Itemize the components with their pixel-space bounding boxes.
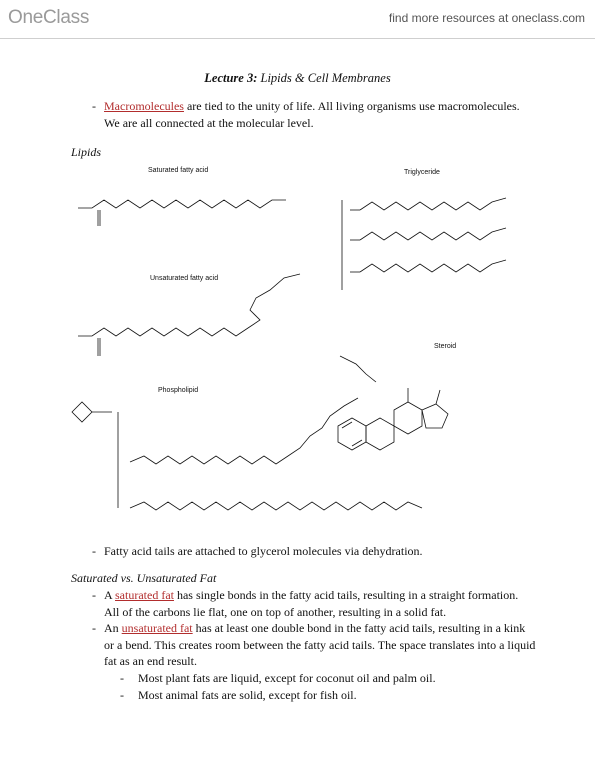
bullet-dash: - [120, 688, 124, 702]
bullet-dash: - [92, 99, 96, 113]
lipid-structures-figure [60, 160, 530, 530]
lipids-heading: Lipids [71, 145, 102, 159]
top-bar [0, 0, 595, 39]
sat-article: A [104, 588, 116, 602]
saturated-paragraph [104, 587, 584, 620]
label-triglyceride: Triglyceride [404, 169, 440, 176]
unsat-line2: or a bend. This creates room between the fatty acid tails. The space translates into a liquid [104, 637, 536, 652]
unsaturated-paragraph [104, 620, 584, 670]
intro-line1: are tied to the unity of life. All living organisms use macromolecules. [183, 99, 520, 113]
bullet-dash: - [120, 671, 124, 685]
unsat-line1: has at least one double bond in the fatty acid tails, resulting in a kink [192, 621, 526, 635]
sat-line1: has single bonds in the fatty acid tails, resulting in a straight formation. [173, 588, 519, 602]
resources-link[interactable]: find more resources at oneclass.com [388, 11, 585, 25]
glycerol-bullet: Fatty acid tails are attached to glycerol molecules via dehydration. [104, 544, 423, 558]
saturated-heading: Saturated vs. Unsaturated Fat [71, 571, 217, 585]
sat-line2: All of the carbons lie flat, one on top of another, resulting in a solid fat. [104, 604, 447, 619]
bullet-dash: - [92, 544, 96, 558]
intro-paragraph [104, 98, 574, 131]
label-saturated-fatty-acid: Saturated fatty acid [148, 167, 209, 174]
lecture-topic: Lipids & Cell Membranes [257, 71, 391, 85]
term-macromolecules[interactable]: Macromolecules [104, 99, 184, 113]
term-saturated-fat[interactable]: saturated fat [115, 588, 174, 602]
sub-bullet-animal: Most animal fats are solid, except for fish oil. [138, 688, 357, 702]
intro-line2: We are all connected at the molecular level. [104, 115, 314, 130]
lecture-number: Lecture 3: [204, 71, 258, 85]
bullet-dash: - [92, 588, 96, 602]
page-title [0, 71, 595, 86]
sub-bullet-plant: Most plant fats are liquid, except for coconut oil and palm oil. [138, 671, 436, 685]
label-unsaturated-fatty-acid: Unsaturated fatty acid [150, 275, 219, 282]
oneclass-logo[interactable]: OneClass [8, 7, 90, 28]
bullet-dash: - [92, 621, 96, 635]
label-steroid: Steroid [434, 343, 457, 350]
term-unsaturated-fat[interactable]: unsaturated fat [121, 621, 193, 635]
unsat-article: An [104, 621, 122, 635]
label-phospholipid: Phospholipid [158, 387, 199, 394]
unsat-line3: fat as an end result. [104, 654, 197, 668]
